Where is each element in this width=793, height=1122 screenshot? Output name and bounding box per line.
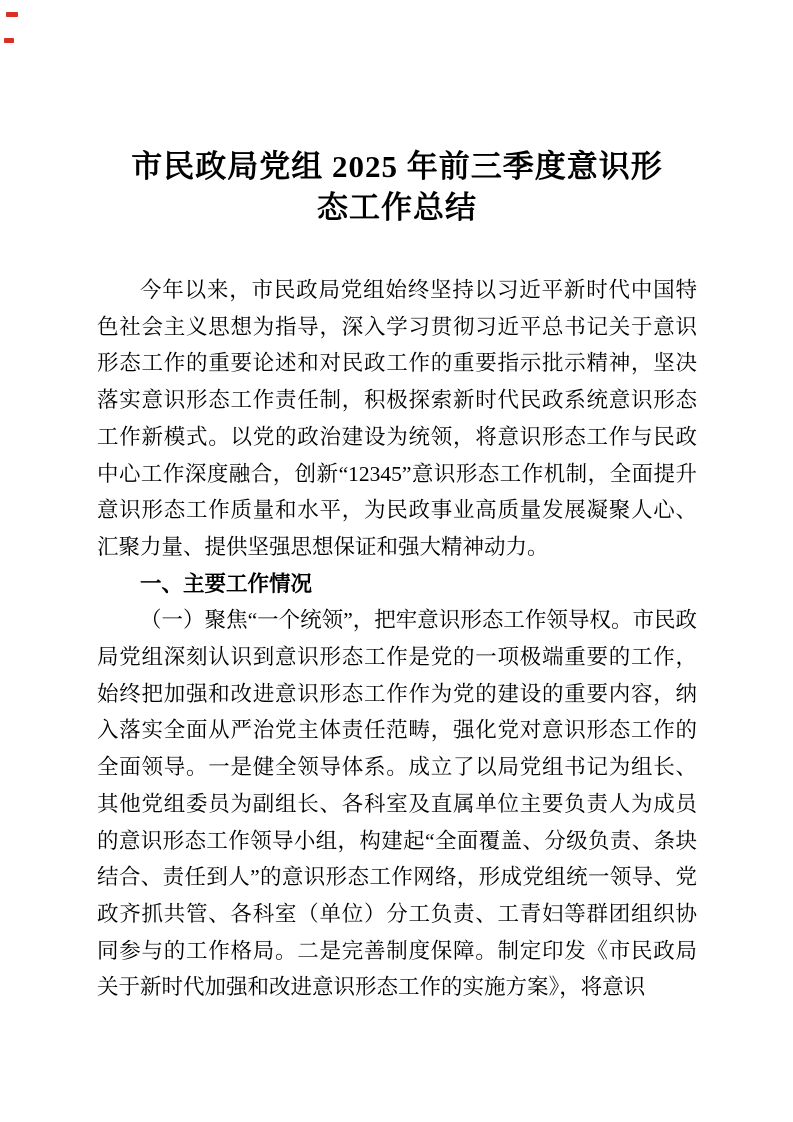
document-title-line2: 态工作总结 xyxy=(317,190,477,225)
document-body xyxy=(97,272,697,1006)
intro-paragraph: 今年以来，市民政局党组始终坚持以习近平新时代中国特色社会主义思想为指导，深入学习贯彻习近平总书记关于意识形态工作的重要论述和对民政工作的重要指示批示精神，坚决落实意识形态工作责任制，积极探索新时代民政系统意识形态工作新模式。以党的政治建设为统领，将意识形态工作与民政中心工作深度融合，创新“12345”意识形态工作机制，全面提升意识形态工作质量和水平，为民政事业高质量发展凝聚人心、汇聚力量、提供坚强思想保证和强大精神动力。 xyxy=(97,278,697,559)
section-heading-main-work: 一、主要工作情况 xyxy=(140,571,313,596)
section-1-paragraph: （一）聚焦“一个统领”，把牢意识形态工作领导权。市民政局党组深刻认识到意识形态工作是党的一项极端重要的工作，始终把加强和改进意识形态工作作为党的建设的重要内容，纳入落实全面从严治党主体责任范畴，强化党对意识形态工作的全面领导。一是健全领导体系。成立了以局党组书记为组长、其他党组委员为副组长、各科室及直属单位主要负责人为成员的意识形态工作领导小组，构建起“全面覆盖、分级负责、条块结合、责任到人”的意识形态工作网络，形成党组统一领导、党政齐抓共管、各科室（单位）分工负责、工青妇等群团组织协同参与的工作格局。二是完善制度保障。制定印发《市民政局关于新时代加强和改进意识形态工作的实施方案》，将意识 xyxy=(97,608,697,1000)
document-title xyxy=(97,146,697,228)
document-title-line1: 市民政局党组 2025 年前三季度意识形 xyxy=(131,149,663,184)
corner-red-mark xyxy=(4,38,14,43)
corner-red-mark xyxy=(6,12,18,17)
